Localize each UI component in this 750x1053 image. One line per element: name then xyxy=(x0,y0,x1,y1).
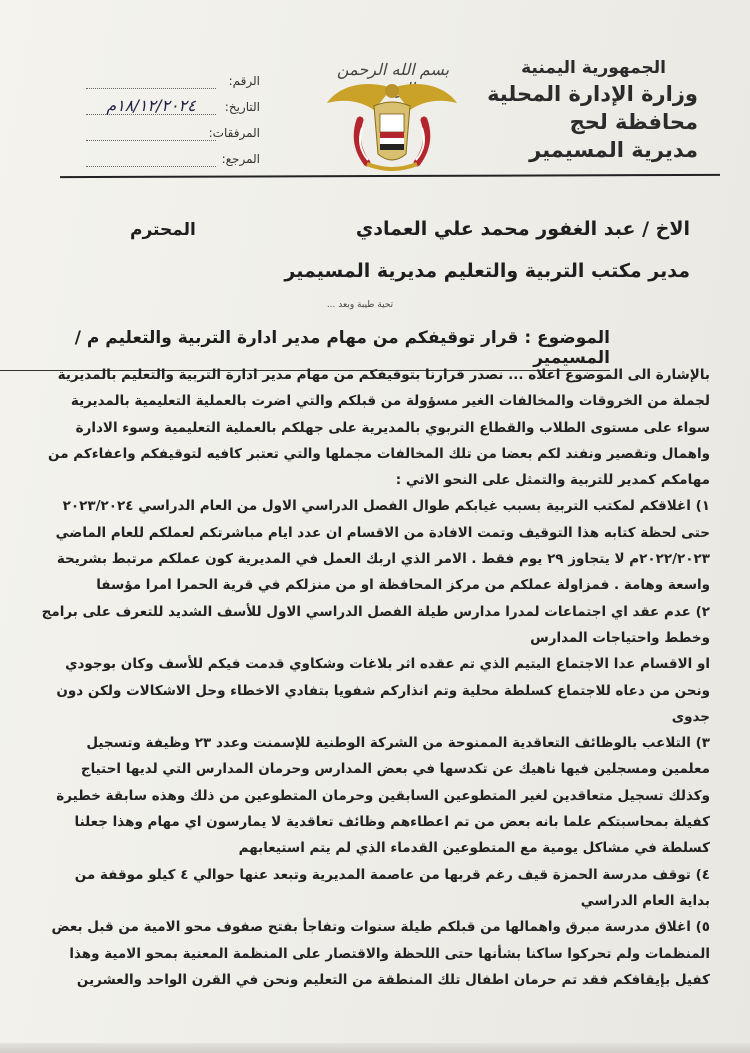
letterhead-country: الجمهورية اليمنية xyxy=(521,58,666,78)
body-paragraph-5: ٥) اغلاق مدرسة مبرق واهمالها من قبلكم طيلة سنوات وتفاجأ بفتح صفوف محو الامية من قبل بعض المنظمات ولم تحركوا ساكنا بشأنها حتى اللحظة والاقتصار على المنظمة المعنية بمحو الامية وهذا كفيل بإيقافكم فقد تم حرمان اطفال تلك المنطقة من التعليم ونحن في القرن الواحد والعشرين xyxy=(51,919,710,988)
reference-label: المرجع: xyxy=(221,152,260,166)
letterhead-district: مديرية المسيمير xyxy=(529,138,698,162)
addressee-honorific: المحترم xyxy=(130,220,196,240)
number-value xyxy=(86,74,216,89)
attachments-value xyxy=(86,126,216,141)
reference-block xyxy=(80,68,260,172)
number-row xyxy=(80,68,260,94)
attachments-label: المرفقات: xyxy=(208,126,260,140)
reference-row xyxy=(80,146,260,172)
body-paragraph-2: ٢) عدم عقد اي اجتماعات لمدرا مدارس طيلة الفصل الدراسي الاول للأسف الشديد للتعرف على برامج وخطط واحتياجات المدارس xyxy=(41,603,710,646)
basmala-text: بسم الله الرحمن xyxy=(336,60,450,79)
number-label: الرقم: xyxy=(228,74,260,88)
page-bottom-edge xyxy=(0,1043,750,1053)
date-label: التاريخ: xyxy=(224,100,260,114)
addressee-title: مدير مكتب التربية والتعليم مديرية المسيمير xyxy=(284,260,690,282)
subject-line: الموضوع : قرار توقيفكم من مهام مدير ادارة التربية والتعليم م /المسيمير xyxy=(0,328,610,371)
body-paragraph-1: ١) اغلاقكم لمكتب التربية بسبب غيابكم طوال الفصل الدراسي الاول من العام الدراسي ٢٠٢٣/٢٠٢٤ حتى لحظة كتابه هذا التوقيف وتمت الافادة من الاقسام ان عدد ايام مباشرتكم لعملكم للعام الماضي ٢٠٢٢/٢٠٢٣م لا يتجاوز ٢٩ يوم فقط . الامر الذي اربك العمل في المديرية كون عملكم مرتبط بشريحة واسعة وهامة . فمزاولة عملكم من مركز المحافظة او من منزلكم في قرية الحمرا امرا مؤسفا xyxy=(55,498,710,594)
letterhead-ministry: وزارة الإدارة المحلية xyxy=(487,82,698,106)
greeting-line: تحية طيبة وبعد ... xyxy=(326,300,394,310)
header-divider xyxy=(60,174,720,178)
addressee-name: الاخ / عبد الغفور محمد علي العمادي xyxy=(355,218,690,240)
letterhead-governorate: محافظة لحج xyxy=(569,110,698,134)
date-value: ١٨/١٢/٢٠٢٤م xyxy=(86,100,216,115)
reference-value xyxy=(86,152,216,167)
letterhead-institution xyxy=(478,58,698,164)
attachments-row xyxy=(80,120,260,146)
body-paragraph-2-cont: او الاقسام عدا الاجتماع اليتيم الذي تم عقده اثر بلاغات وشكاوي قدمت فيكم للأسف وكان بوجودي ونحن من دعاه للاجتماع كسلطة محلية وتم انذاركم شفويا بتفادي الاخطاء وحل الاشكالات ولكن دون جدوى xyxy=(56,656,710,725)
body-paragraph-3: ٣) التلاعب بالوظائف التعاقدية الممنوحة من الشركة الوطنية للإسمنت وعدد ٢٣ وظيفة وتسجيل معلمين ومسجلين فيها ناهيك عن تكدسها في بعض المدارس وحرمان المدارس التي لديها احتياج وكذلك تسجيل متعاقدين لغير المتطوعين السابقين وحرمان المتطوعين من ذلك وهذه سابقة خطيرة كفيلة بمحاسبتكم علما بانه بعض من تم اعطاءهم وظائف تعاقدية لا يمارسون اي مهام وهذا جعلنا كسلطة في مشاكل يومية مع المتطوعين القدماء الذي لم يتم استيعابهم xyxy=(56,735,710,857)
body-paragraph-4: ٤) توقف مدرسة الحمزة قيف رغم قربها من عاصمة المديرية وتبعد عنها حوالي ٤ كيلو موقفة من بداية العام الدراسي xyxy=(74,866,710,909)
letter-body xyxy=(40,362,710,993)
date-row xyxy=(80,94,260,120)
body-paragraph-intro: بالإشارة الى الموضوع اعلاه ... نصدر قرارنا بتوقيفكم من مهام مدير ادارة التربية والتعليم بالمديرية لجملة من الخروقات والمخالفات الغير مسؤولة من قبلكم والتي اضرت بالعملية التعليمية بالمديرية سواء على مستوى الطلاب والقطاع التربوي بالمديرية على جهلكم بالعملية التعليمية وسوء الادارة واهمال وتقصير ونفند لكم بعضا من تلك المخالفات مجملها والتي تعتبر كافيه لتوقيفكم واعفاءكم من مهامكم كمدير للتربية والتمثل على النحو الاتي : xyxy=(48,367,710,489)
eagle-emblem-icon xyxy=(322,58,462,176)
